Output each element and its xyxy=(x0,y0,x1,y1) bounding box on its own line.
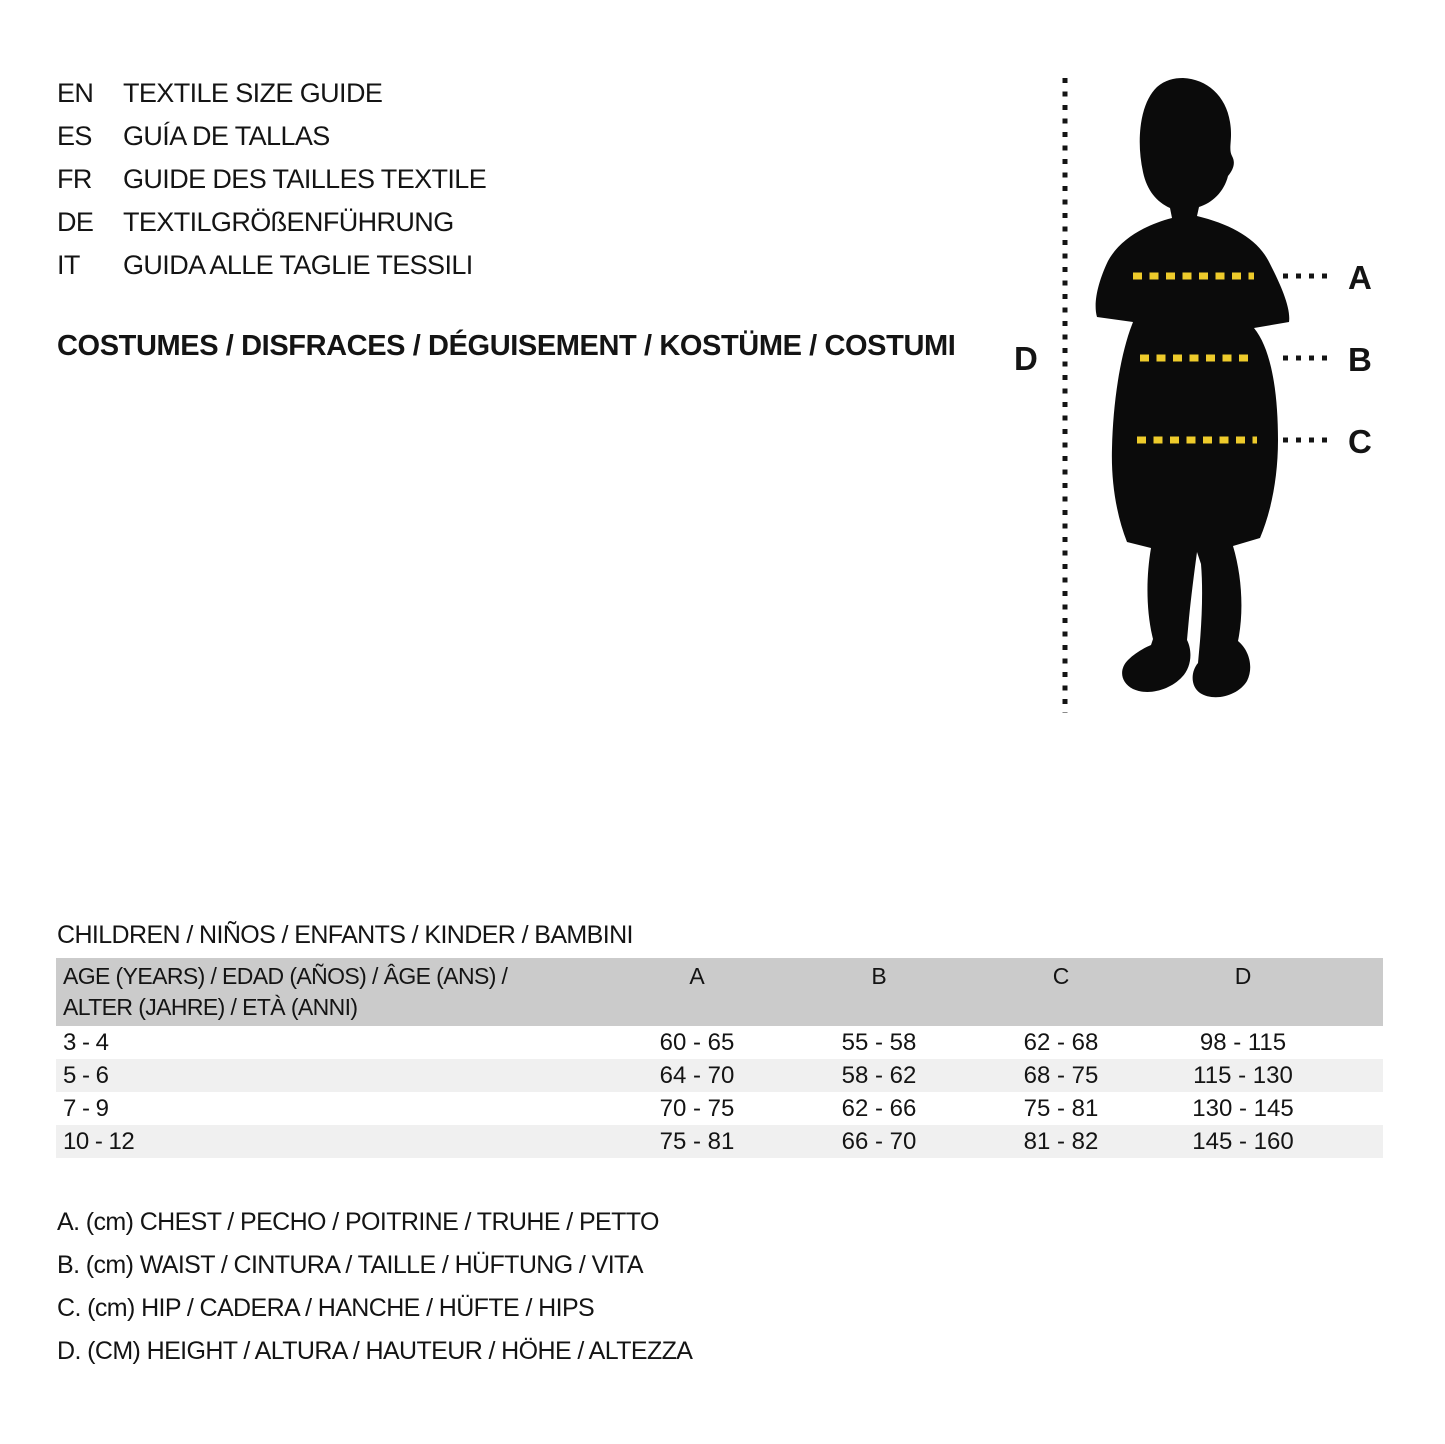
language-row-de xyxy=(57,201,486,244)
category-title: COSTUMES / DISFRACES / DÉGUISEMENT / KOSTÜME / COSTUMI xyxy=(57,330,956,362)
language-row-en xyxy=(57,72,486,115)
chest-value: 60 - 65 xyxy=(659,1028,735,1056)
hip-value: 62 - 68 xyxy=(1023,1028,1099,1056)
language-label: GUÍA DE TALLAS xyxy=(123,121,330,151)
age-header-line2: ALTER (JAHRE) / ETÀ (ANNI) xyxy=(63,994,358,1020)
label-b: B xyxy=(1348,341,1372,378)
age-cell: 10 - 12 xyxy=(63,1127,135,1155)
age-header-line1: AGE (YEARS) / EDAD (AÑOS) / ÂGE (ANS) / xyxy=(63,963,508,989)
legend-chest: A. (cm) CHEST / PECHO / POITRINE / TRUHE / PETTO xyxy=(57,1208,659,1236)
language-row-fr xyxy=(57,158,486,201)
label-d: D xyxy=(1014,340,1038,377)
label-a: A xyxy=(1348,259,1372,296)
age-cell: 5 - 6 xyxy=(63,1061,109,1089)
table-row xyxy=(56,1059,1383,1092)
table-row xyxy=(56,1092,1383,1125)
table-row xyxy=(56,1125,1383,1158)
column-header-a: A xyxy=(689,963,705,989)
language-list xyxy=(57,72,486,287)
language-code: EN xyxy=(57,78,94,108)
waist-value: 62 - 66 xyxy=(841,1094,917,1122)
child-silhouette xyxy=(1096,78,1290,697)
waist-value: 58 - 62 xyxy=(841,1061,917,1089)
age-cell: 3 - 4 xyxy=(63,1028,109,1056)
language-label: TEXTILE SIZE GUIDE xyxy=(123,78,383,108)
legend-hip: C. (cm) HIP / CADERA / HANCHE / HÜFTE / HIPS xyxy=(57,1294,595,1322)
height-value: 130 - 145 xyxy=(1192,1094,1294,1122)
column-header-c: C xyxy=(1052,963,1070,989)
chest-value: 64 - 70 xyxy=(659,1061,735,1089)
language-label: GUIDE DES TAILLES TEXTILE xyxy=(123,164,487,194)
language-code: FR xyxy=(57,164,92,194)
column-header-b: B xyxy=(871,963,887,989)
size-table xyxy=(56,958,1383,1158)
language-code: ES xyxy=(57,121,92,151)
table-row xyxy=(56,1026,1383,1059)
hip-value: 75 - 81 xyxy=(1023,1094,1099,1122)
column-header-d: D xyxy=(1234,963,1252,989)
language-label: GUIDA ALLE TAGLIE TESSILI xyxy=(123,250,473,280)
height-value: 115 - 130 xyxy=(1193,1061,1293,1089)
chest-value: 75 - 81 xyxy=(659,1127,735,1155)
language-code: IT xyxy=(57,250,80,280)
table-title: CHILDREN / NIÑOS / ENFANTS / KINDER / BAMBINI xyxy=(57,921,633,949)
legend-waist: B. (cm) WAIST / CINTURA / TAILLE / HÜFTUNG / VITA xyxy=(57,1251,643,1279)
table-header xyxy=(56,958,1383,1026)
hip-value: 68 - 75 xyxy=(1023,1061,1099,1089)
hip-value: 81 - 82 xyxy=(1023,1127,1099,1155)
language-code: DE xyxy=(57,207,94,237)
waist-value: 55 - 58 xyxy=(841,1028,917,1056)
waist-value: 66 - 70 xyxy=(841,1127,917,1155)
height-value: 98 - 115 xyxy=(1199,1028,1287,1056)
language-row-it xyxy=(57,244,486,287)
age-column-header xyxy=(56,961,606,1026)
chest-value: 70 - 75 xyxy=(659,1094,735,1122)
language-label: TEXTILGRÖßENFÜHRUNG xyxy=(123,207,454,237)
age-cell: 7 - 9 xyxy=(63,1094,109,1122)
legend-height: D. (CM) HEIGHT / ALTURA / HAUTEUR / HÖHE / ALTEZZA xyxy=(57,1337,693,1365)
label-c: C xyxy=(1348,423,1372,460)
measurement-legend xyxy=(57,1201,692,1373)
measurement-figure xyxy=(990,60,1400,730)
language-row-es xyxy=(57,115,486,158)
height-value: 145 - 160 xyxy=(1192,1127,1294,1155)
